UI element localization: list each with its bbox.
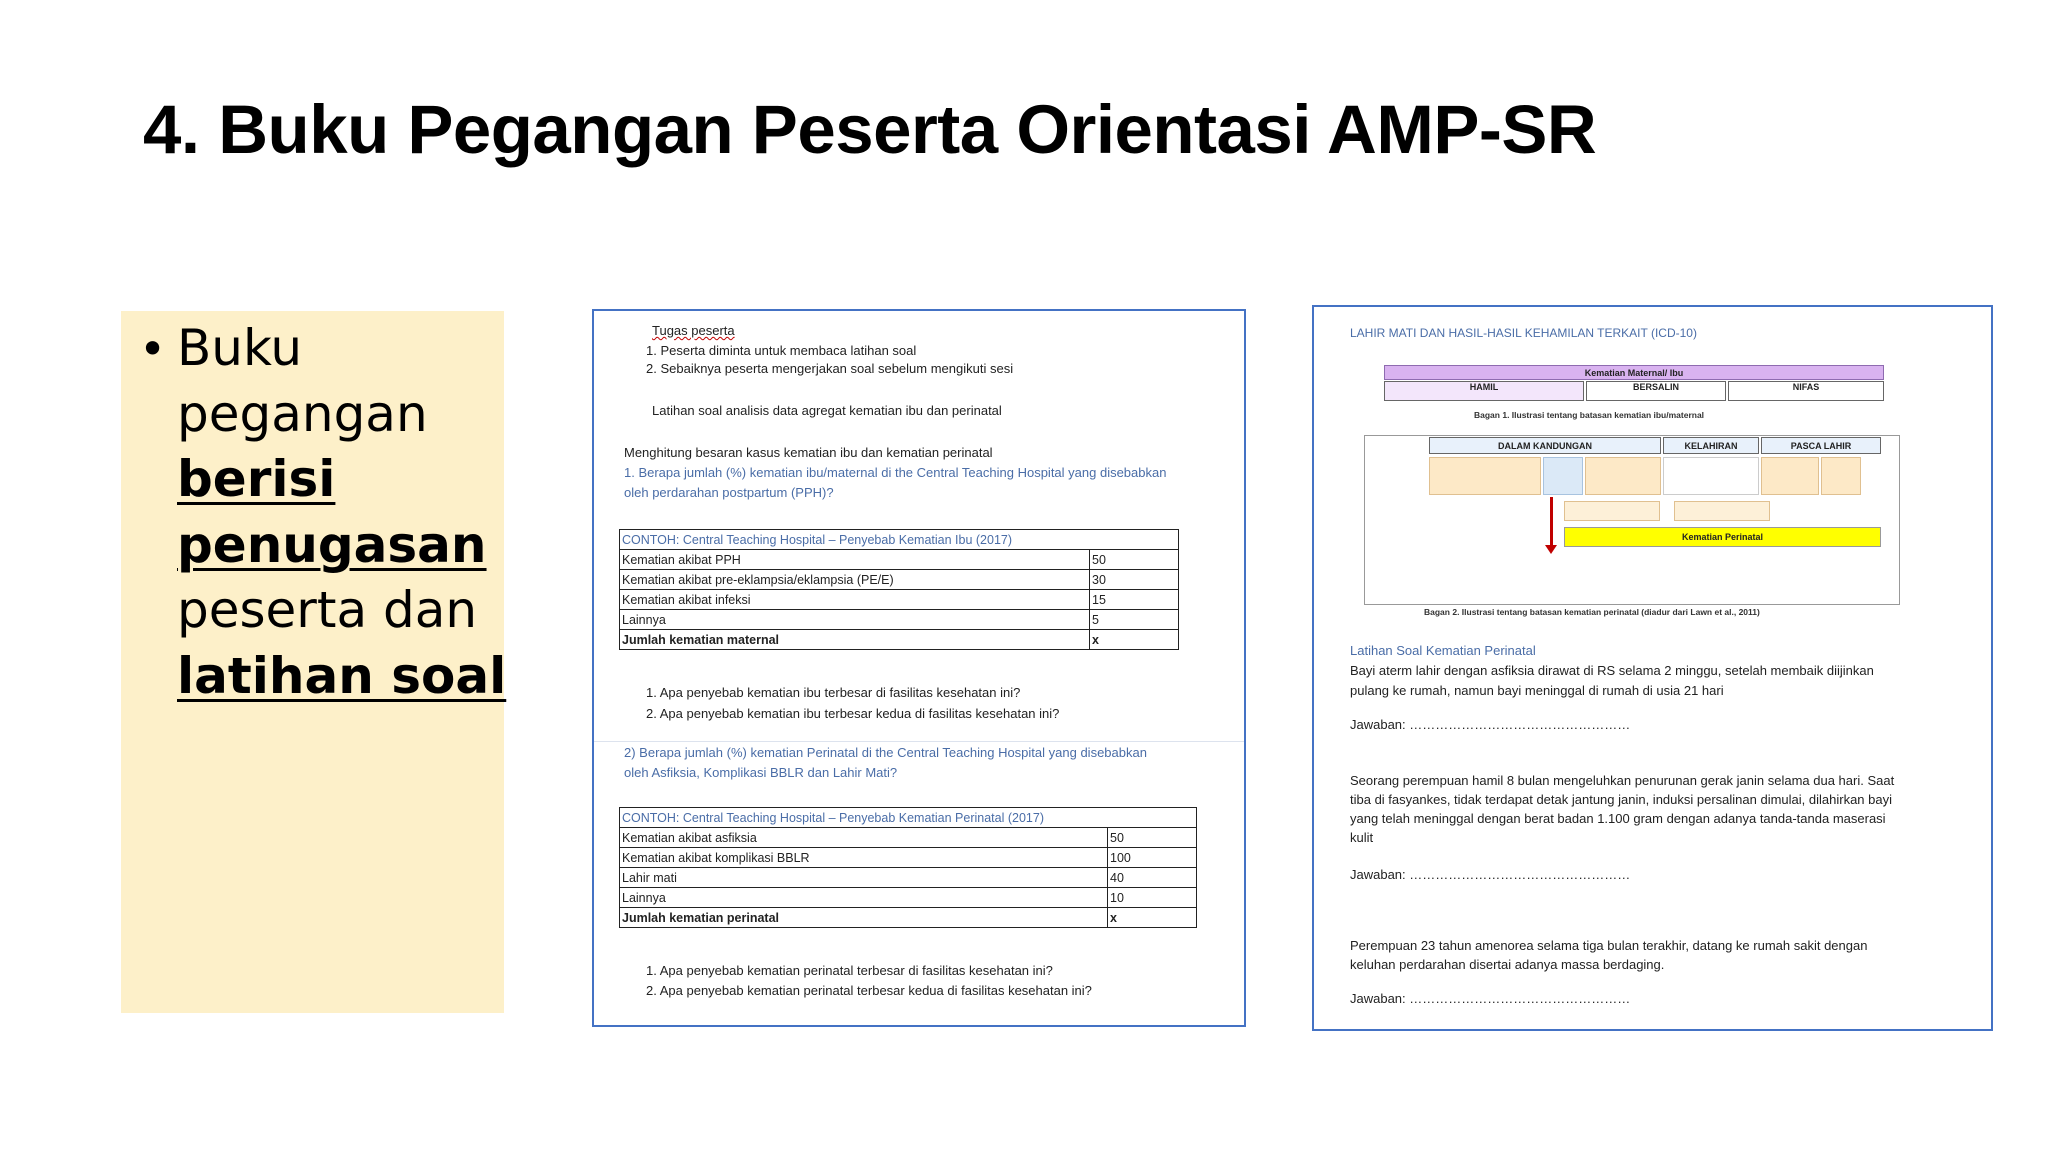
diagram-cell xyxy=(1429,457,1541,495)
case-1-line-1: Bayi aterm lahir dengan asfiksia dirawat di RS selama 2 minggu, setelah membaik diijinkan xyxy=(1350,663,1874,678)
bullet-emphasis-penugasan: penugasan xyxy=(177,515,487,574)
page-separator xyxy=(594,741,1244,742)
bullet-text xyxy=(177,316,507,709)
maternal-death-bar: Kematian Maternal/ Ibu xyxy=(1384,365,1884,380)
q2-sub-2: 2. Apa penyebab kematian perinatal terbesar kedua di fasilitas kesehatan ini? xyxy=(646,983,1092,998)
diagram-cell xyxy=(1761,457,1819,495)
diagram-cell-bersalin: BERSALIN xyxy=(1586,381,1726,401)
table-row: Kematian akibat asfiksia 50 xyxy=(620,828,1197,848)
perinatal-death-table xyxy=(619,807,1197,928)
diagram-cell-hamil: HAMIL xyxy=(1384,381,1584,401)
tugas-item-1: 1. Peserta diminta untuk membaca latihan soal xyxy=(646,343,917,358)
table-row: Kematian akibat infeksi 15 xyxy=(620,590,1179,610)
diagram-header-kelahiran: KELAHIRAN xyxy=(1663,437,1759,454)
table-row: Lainnya 5 xyxy=(620,610,1179,630)
tugas-item-2: 2. Sebaiknya peserta mengerjakan soal sebelum mengikuti sesi xyxy=(646,361,1014,376)
bullet-line-5: peserta dan xyxy=(177,581,478,639)
bullet-emphasis-latihan-soal: latihan soal xyxy=(177,646,507,705)
q1-sub-1: 1. Apa penyebab kematian ibu terbesar di fasilitas kesehatan ini? xyxy=(646,685,1021,700)
diagram-2-caption: Bagan 2. Ilustrasi tentang batasan kematian perinatal (diadur dari Lawn et al., 2011) xyxy=(1424,607,1760,617)
q2-sub-1: 1. Apa penyebab kematian perinatal terbesar di fasilitas kesehatan ini? xyxy=(646,963,1053,978)
table-row: Kematian akibat PPH 50 xyxy=(620,550,1179,570)
maternal-death-table xyxy=(619,529,1179,650)
table-total-row: Jumlah kematian perinatal x xyxy=(620,908,1197,928)
table-header: CONTOH: Central Teaching Hospital – Penyebab Kematian Ibu (2017) xyxy=(620,530,1179,550)
bullet-glyph: • xyxy=(139,322,167,376)
diagram-header-dalam-kandungan: DALAM KANDUNGAN xyxy=(1429,437,1661,454)
question-1-line-2: oleh perdarahan postpartum (PPH)? xyxy=(624,485,834,500)
perinatal-death-bar: Kematian Perinatal xyxy=(1564,527,1881,547)
case-2-line-3: yang telah meninggal dengan berat badan 1.100 gram dengan adanya tanda-tanda maserasi xyxy=(1350,811,1886,826)
case-1-line-2: pulang ke rumah, namun bayi meninggal di rumah di usia 21 hari xyxy=(1350,683,1724,698)
diagram-1-caption: Bagan 1. Ilustrasi tentang batasan kematian ibu/maternal xyxy=(1474,410,1705,420)
icd-heading: LAHIR MATI DAN HASIL-HASIL KEHAMILAN TERKAIT (ICD-10) xyxy=(1350,326,1697,340)
diagram-cell xyxy=(1564,501,1660,521)
diagram-header-pasca-lahir: PASCA LAHIR xyxy=(1761,437,1881,454)
diagram-cell xyxy=(1821,457,1861,495)
latihan-heading: Latihan soal analisis data agregat kematian ibu dan perinatal xyxy=(652,403,1002,418)
table-row: Kematian akibat pre-eklampsia/eklampsia (PE/E) 30 xyxy=(620,570,1179,590)
case-2-line-4: kulit xyxy=(1350,830,1374,845)
diagram-cell xyxy=(1543,457,1583,495)
question-2-line-2: oleh Asfiksia, Komplikasi BBLR dan Lahir Mati? xyxy=(624,765,898,780)
table-row: Kematian akibat komplikasi BBLR 100 xyxy=(620,848,1197,868)
diagram-arrow-shaft xyxy=(1550,497,1553,547)
table-total-row: Jumlah kematian maternal x xyxy=(620,630,1179,650)
bullet-box xyxy=(121,311,507,1013)
q1-sub-2: 2. Apa penyebab kematian ibu terbesar kedua di fasilitas kesehatan ini? xyxy=(646,706,1060,721)
question-2-line-1: 2) Berapa jumlah (%) kematian Perinatal di the Central Teaching Hospital yang disebabkan xyxy=(624,745,1147,760)
table-header: CONTOH: Central Teaching Hospital – Penyebab Kematian Perinatal (2017) xyxy=(620,808,1197,828)
case-3-line-2: keluhan perdarahan disertai adanya massa berdaging. xyxy=(1350,957,1665,972)
bullet-emphasis-berisi: berisi xyxy=(177,450,336,508)
document-preview-right xyxy=(1312,305,1993,1031)
table-row: Lahir mati 40 xyxy=(620,868,1197,888)
slide-title: 4. Buku Pegangan Peserta Orientasi AMP-SR xyxy=(143,91,1597,168)
case-2-line-1: Seorang perempuan hamil 8 bulan mengeluhkan penurunan gerak janin selama dua hari. Saat xyxy=(1350,773,1895,788)
diagram-cell-nifas: NIFAS xyxy=(1728,381,1884,401)
diagram-cell xyxy=(1674,501,1770,521)
case-2-line-2: tiba di fasyankes, tidak terdapat detak jantung janin, induksi persalinan dimulai, dilahirkan bayi xyxy=(1350,792,1892,807)
latihan-soal-title: Latihan Soal Kematian Perinatal xyxy=(1350,643,1536,658)
diagram-cell xyxy=(1585,457,1661,495)
case-3-line-1: Perempuan 23 tahun amenorea selama tiga bulan terakhir, datang ke rumah sakit dengan xyxy=(1350,938,1868,953)
table-row: Lainnya 10 xyxy=(620,888,1197,908)
bullet-line-2: pegangan xyxy=(177,384,428,443)
diagram-arrow-head xyxy=(1545,545,1557,554)
answer-line-1: Jawaban: …………………………………………… xyxy=(1350,717,1631,732)
document-preview-left xyxy=(592,309,1246,1027)
answer-line-3: Jawaban: …………………………………………… xyxy=(1350,991,1631,1006)
answer-line-2: Jawaban: …………………………………………… xyxy=(1350,867,1631,882)
tugas-title: Tugas peserta xyxy=(652,323,735,338)
question-1-line-1: 1. Berapa jumlah (%) kematian ibu/maternal di the Central Teaching Hospital yang disebabkan xyxy=(624,465,1167,480)
diagram-cell xyxy=(1663,457,1759,495)
bullet-line-1: Buku xyxy=(177,319,303,377)
menghitung-text: Menghitung besaran kasus kematian ibu dan kematian perinatal xyxy=(624,445,993,460)
